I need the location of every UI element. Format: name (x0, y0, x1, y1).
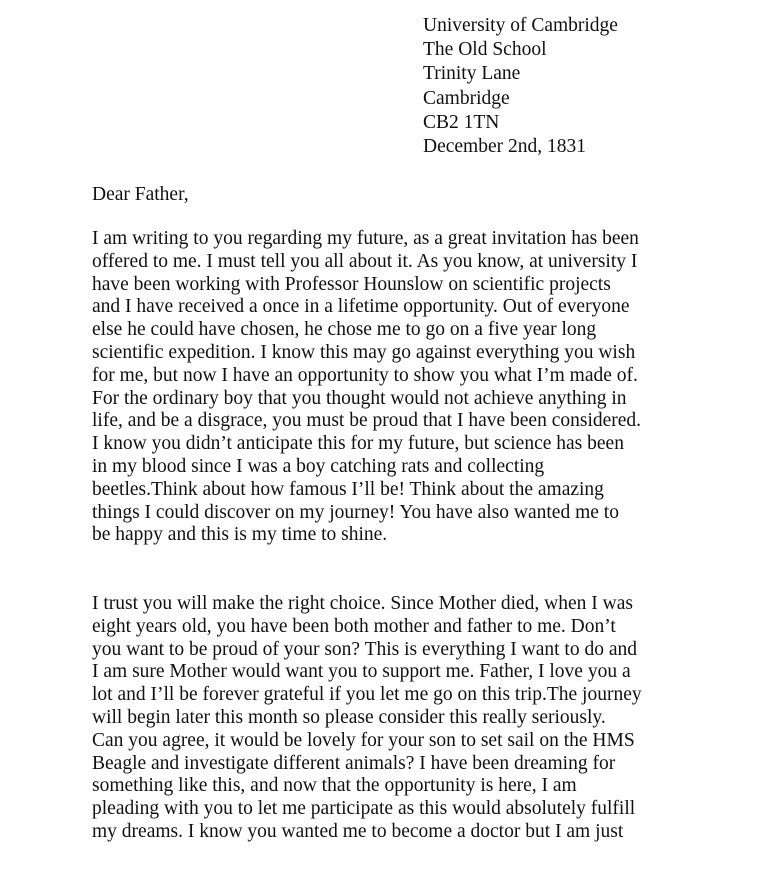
paragraph-line: Can you agree, it would be lovely for your son to set sail on the HMS (92, 729, 635, 751)
paragraph-line: I am sure Mother would want you to support me. Father, I love you a (92, 661, 631, 683)
address-line-building: The Old School (423, 39, 547, 61)
paragraph-line: you want to be proud of your son? This is everything I want to do and (92, 638, 638, 660)
address-line-institution: University of Cambridge (423, 15, 618, 36)
paragraph-line: life, and be a disgrace, you must be proud that I have been considered. (92, 410, 642, 432)
letter-date: December 2nd, 1831 (423, 136, 586, 158)
paragraph-line: I am writing to you regarding my future, as a great invitation has been (92, 228, 639, 249)
paragraph-line: lot and I’ll be forever grateful if you let me go on this trip.The journey (92, 684, 642, 706)
paragraph-line: things I could discover on my journey! You have also wanted me to (92, 501, 619, 523)
paragraph-line: I trust you will make the right choice. Since Mother died, when I was (92, 593, 633, 614)
sender-address (423, 14, 618, 159)
paragraph-line: something like this, and now that the opportunity is here, I am (92, 775, 577, 797)
paragraph-line: my dreams. I know you wanted me to become a doctor but I am just (92, 820, 624, 842)
paragraph-1 (92, 228, 641, 547)
paragraph-line: For the ordinary boy that you thought would not achieve anything in (92, 387, 627, 409)
address-line-city: Cambridge (423, 87, 510, 109)
paragraph-line: have been working with Professor Hounslow on scientific projects (92, 273, 611, 295)
paragraph-line: and I have received a once in a lifetime opportunity. Out of everyone (92, 296, 630, 318)
address-line-street: Trinity Lane (423, 63, 521, 85)
address-line-postcode: CB2 1TN (423, 111, 500, 133)
paragraph-line: in my blood since I was a boy catching rats and collecting (92, 455, 545, 477)
paragraph-line: else he could have chosen, he chose me to go on a five year long (92, 319, 597, 341)
paragraph-line: will begin later this month so please consider this really seriously. (92, 706, 606, 728)
salutation: Dear Father, (92, 184, 189, 205)
paragraph-line: beetles.Think about how famous I’ll be! Think about the amazing (92, 478, 604, 500)
paragraph-line: Beagle and investigate different animals? I have been dreaming for (92, 752, 616, 774)
paragraph-2 (92, 593, 642, 844)
paragraph-line: pleading with you to let me participate as this would absolutely fulfill (92, 798, 636, 820)
paragraph-line: eight years old, you have been both mother and father to me. Don’t (92, 615, 616, 637)
paragraph-line: for me, but now I have an opportunity to show you what I’m made of. (92, 364, 638, 386)
paragraph-line: offered to me. I must tell you all about it. As you know, at university I (92, 250, 638, 272)
paragraph-line: be happy and this is my time to shine. (92, 524, 388, 546)
paragraph-line: scientific expedition. I know this may go against everything you wish (92, 341, 636, 363)
paragraph-line: I know you didn’t anticipate this for my future, but science has been (92, 433, 624, 455)
